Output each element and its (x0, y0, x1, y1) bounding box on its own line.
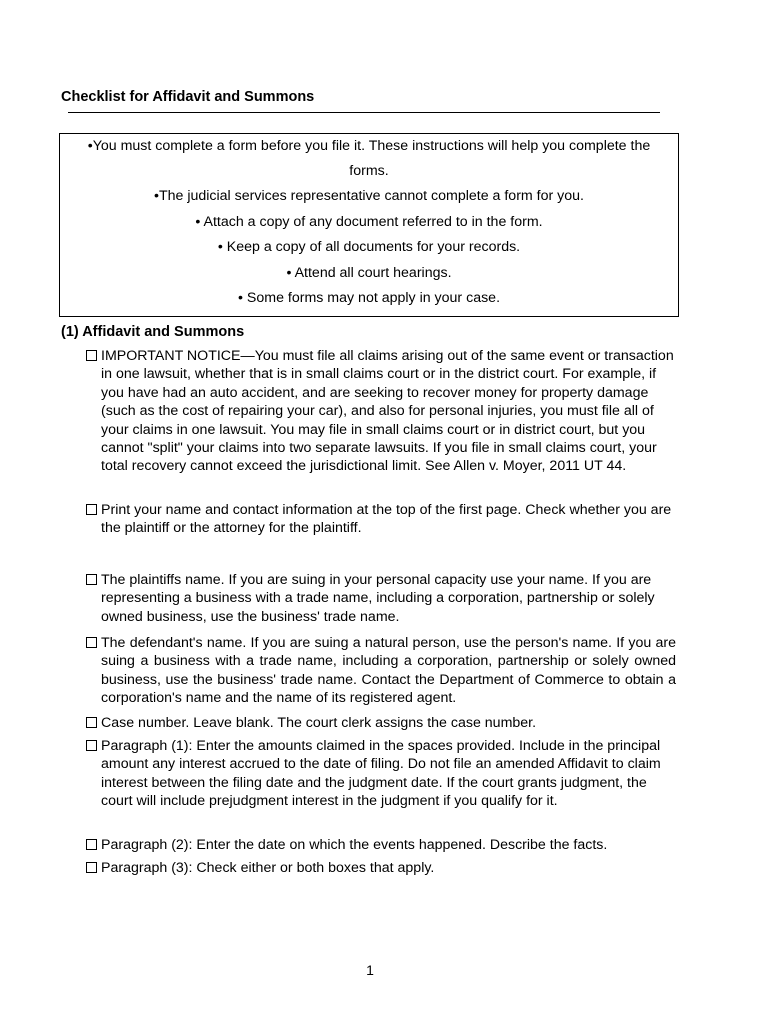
checklist-item-text: Case number. Leave blank. The court clerk assigns the case number. (101, 715, 537, 731)
instruction-line: • Attend all court hearings. (286, 265, 452, 281)
checklist-item-case-number (86, 714, 676, 732)
checklist-item-defendant-name (86, 634, 676, 708)
instruction-line: • Some forms may not apply in your case. (237, 290, 501, 306)
checklist-item-paragraph-3 (86, 859, 676, 877)
checkbox[interactable] (86, 350, 97, 361)
instruction-line: •The judicial services representative cannot complete a form for you. (153, 188, 584, 204)
title-underline (68, 112, 660, 113)
instruction-line: forms. (349, 163, 389, 179)
checkbox[interactable] (86, 717, 97, 728)
checklist-item-text: Paragraph (1): Enter the amounts claimed in the spaces provided. Include in the principal amount any interest accrued to the date of filing. Do not file an amended Affidavit to claim interest between the filing date and the judgment date. If the court grants judgment, the court will include prejudgment interest in the judgment if you qualify for it. (101, 738, 661, 810)
checkbox[interactable] (86, 839, 97, 850)
instruction-line: • Keep a copy of all documents for your records. (217, 239, 521, 255)
instructions-box (59, 133, 679, 317)
checklist-item-text: Print your name and contact information at the top of the first page. Check whether you are the plaintiff or the attorney for the plaintiff. (101, 502, 672, 537)
checkbox[interactable] (86, 637, 97, 648)
checklist-item-text: IMPORTANT NOTICE—You must file all claims arising out of the same event or transaction in one lawsuit, whether that is in small claims court or in the district court. For example, if you have had an auto accident, and are seeking to recover money for property damage (such as the cost of repairing your car), and also for personal injuries, you must file all of your claims in one lawsuit. You may file in small claims court or in district court, but you cannot "split" your claims into two separate lawsuits. If you file in small claims court, your total recovery cannot exceed the jurisdictional limit. See Allen v. Moyer, 2011 UT 44. (101, 348, 674, 475)
checkbox[interactable] (86, 574, 97, 585)
checklist-item-text: Paragraph (2): Enter the date on which the events happened. Describe the facts. (101, 837, 608, 853)
page-title: Checklist for Affidavit and Summons (61, 89, 315, 105)
instruction-line: • Attach a copy of any document referred to in the form. (195, 214, 543, 230)
page-number: 1 (366, 962, 374, 978)
checklist-item-important-notice (86, 347, 676, 476)
checklist-item-text: Paragraph (3): Check either or both boxes that apply. (101, 860, 435, 876)
checklist-item-paragraph-1 (86, 737, 676, 811)
checklist-item-text: The defendant's name. If you are suing a natural person, use the person's name. If you are suing a business with a trade name, including a corporation, partnership or solely owned business, use the business' trade name. Contact the Department of Commerce to obtain a corporation's name and the name of its registered agent. (101, 635, 676, 707)
checkbox[interactable] (86, 740, 97, 751)
checklist-item-contact-info (86, 501, 676, 538)
checklist-item-plaintiff-name (86, 571, 676, 626)
checklist-item-paragraph-2 (86, 836, 676, 854)
checklist-item-text: The plaintiffs name. If you are suing in your personal capacity use your name. If you are representing a business with a trade name, including a corporation, partnership or solely owned business, use the business' trade name. (101, 572, 655, 625)
checkbox[interactable] (86, 504, 97, 515)
checkbox[interactable] (86, 862, 97, 873)
section-heading: (1) Affidavit and Summons (61, 324, 245, 340)
instruction-line: •You must complete a form before you file it. These instructions will help you complete the (87, 138, 651, 154)
